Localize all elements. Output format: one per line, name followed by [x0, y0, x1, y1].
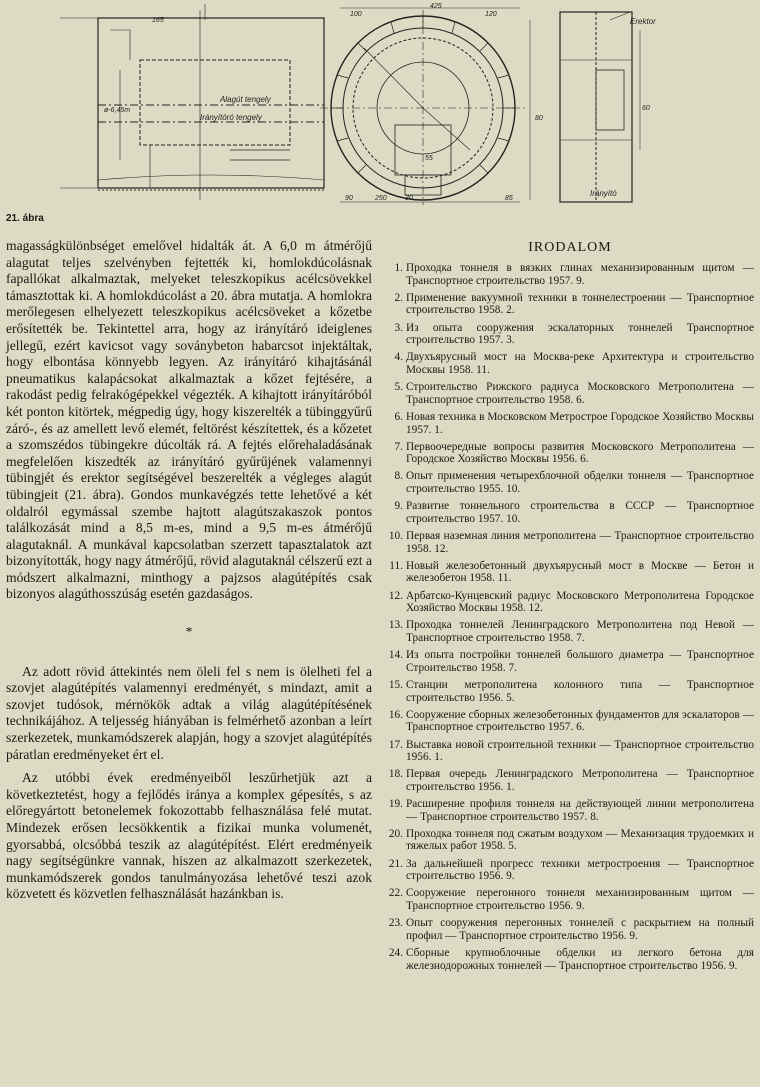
reference-item	[386, 649, 754, 674]
reference-text: Сборные крупноблочные обделки из легкого бетона для железнодорожных тоннелей — Транспортное строительство 1956. 9.	[406, 946, 754, 972]
label-dim-250: 250	[375, 195, 387, 202]
reference-number: 9.	[394, 500, 403, 513]
label-alagut-tengely: Alagút tengely	[220, 95, 271, 104]
reference-number: 4.	[394, 351, 403, 364]
reference-item	[386, 917, 754, 942]
reference-text: Из опыта постройки тоннелей большого диаметра — Транспортное Строительство 1958. 7.	[406, 649, 754, 674]
closing-paragraph: Az adott rövid áttekintés nem öleli fel s nem is ölelheti fel a szovjet alagútépítés valamennyi eredményét, s mindazt, amit a szovjet tudósok, mérnökök adtak a világ alagútépítésének technikájához. A teljesség hiányában is felmérhető azonban a leírt szerkezetek, munkamódszerek alapján, hogy a szovjet alagútépítés páratlan eredményeket ért el.	[6, 663, 372, 762]
reference-text: Опыт сооружения перегонных тоннелей с раскрытием на полный профил — Транспортное строительство 1956. 9.	[406, 917, 754, 942]
body-paragraph: magasságkülönbséget emelővel hidalták át. A 6,0 m átmérőjű alagutat teljes szelvényben fejtették ki, homlokdúcolásnak fapallókat alkalmaztak, melyeket teleszkopikus acélcsövekkel támasztottak ki. A homlokdúcolást a 20. ábra mutatja. A homlokra merőlegesen elhelyezett teleszkopikus acélcsöveket a kőzetbe erősítették be. Tekintettel arra, hogy az irányítáró ideiglenes jellegű, ezért kavicsot vagy soványbeton habarcsot injektáltak, hogy elbontása könnyebb legyen. Az irányítáró kihajtásánál pneumatikus kalapácsokat alkalmaztak a kőzet fejtésére, a rakodást pedig felrakógépekkel végezték. A kihajtott irányítáróból két ponton kitörtek, mégpedig úgy, hogy kiszerelték a tübinggyűrű záró-, és az amellett levő elemét, feltörést készítettek, és a kőzetet a szomszédos tübingekre dúcolták rá. A fejtés előrehaladásának megfelelően kiszedték az irányítáró gyűrűjének valamennyi tübingjét és erektor segítségével beszerelték a végleges alagút tübingjeit (21. ábra). Gondos munkavégzés tette lehetővé a két oldalról egymással szembe hajtott alagútszakaszok pontos találkozását mind a 8,5 m-es, mind a 9,5 m-es átmérőjű alagutaknál. A munkával kapcsolatban szerzett tapasztalatok azt bizonyították, hogy nagy átmérőjű, rövid alagutaknál célszerű ezt a módszert alkalmazni, minthogy a pajzsos alagútépítés csak bizonyos alagúthosszúság esetén gazdaságos.	[6, 238, 372, 602]
reference-text: Новая техника в Московском Метрострое Городское Хозяйство Москвы 1957. 1.	[406, 410, 754, 436]
reference-text: Новый железобетонный двухъярусный мост в Москве — Бетон и железобетон 1958. 11.	[406, 559, 754, 585]
reference-number: 8.	[394, 470, 403, 483]
reference-text: Расширение профиля тоннеля на действующей линии метрополитена — Транспортное строительство 1957. 8.	[406, 798, 754, 823]
label-dim-120: 120	[485, 11, 497, 18]
reference-number: 21.	[388, 857, 403, 870]
reference-item	[386, 322, 754, 347]
reference-text: Первая очередь Ленинградского Метрополитена — Транспортное строительство 1956. 1.	[406, 768, 754, 793]
reference-item	[386, 530, 754, 555]
references-heading: IRODALOM	[528, 240, 612, 255]
figure-21	[0, 0, 760, 232]
references-column	[386, 240, 754, 977]
reference-number: 10.	[388, 530, 403, 543]
reference-number: 23.	[388, 917, 403, 930]
label-dim-425: 425	[430, 3, 442, 10]
label-dim-30: 30	[405, 195, 413, 202]
reference-text: Первая наземная линия метрополитена — Транспортное строительство 1958. 12.	[406, 530, 754, 555]
reference-number: 16.	[388, 708, 403, 721]
references-list	[386, 262, 754, 972]
reference-text: Применение вакуумной техники в тоннелестроении — Транспортное строительство 1958. 2.	[406, 291, 754, 317]
reference-text: Двухъярусный мост на Москва-реке Архитектура и строительство Москвы 1958. 11.	[406, 351, 754, 376]
reference-number: 22.	[388, 887, 403, 900]
reference-number: 19.	[388, 798, 403, 811]
reference-number: 2.	[394, 291, 403, 304]
figure-caption: 21. ábra	[6, 213, 44, 224]
side-view	[560, 12, 640, 202]
label-dim-90: 90	[345, 195, 353, 202]
reference-item	[386, 441, 754, 466]
reference-number: 5.	[394, 381, 403, 394]
reference-item	[386, 470, 754, 495]
label-diameter: ø-6,45m	[104, 107, 131, 114]
reference-number: 20.	[388, 827, 403, 840]
reference-item	[386, 709, 754, 734]
closing-paragraph: Az utóbbi évek eredményeiből leszűrhetjük azt a következtetést, hogy a fejlődés iránya a komplex gépesítés, s az előregyártott betonelemek fokozottabb felhasználása felé mutat. Mindezek erősen lecsökkentik a fizikai munka volumenét, gyorsabbá, olcsóbbá teszik az alagútépítést. Elért eredményeik nagy segítségünkre vannak, hiszen az alkalmazott szerkezetek, munkamódszerek gondos tanulmányozása lehetővé teszi azok közvetett és közvetlen felhasználását hazánkban is.	[6, 770, 372, 902]
label-iranytaro: Irányító	[590, 189, 617, 198]
reference-text: Строительство Рижского радиуса Московского Метрополитена — Транспортное строительство 1958. 6.	[406, 381, 754, 406]
reference-text: Сооружение сборных железобетонных фундаментов для эскалаторов — Транспортное строительство 1957. 6.	[406, 708, 754, 734]
reference-item	[386, 560, 754, 585]
reference-item	[386, 887, 754, 912]
reference-item	[386, 590, 754, 615]
reference-text: Опыт применения четырехблочной обделки тоннеля — Транспортное строительство 1955. 10.	[406, 470, 754, 496]
reference-text: Выставка новой строительной техники — Транспортное строительство 1956. 1.	[406, 738, 754, 764]
reference-number: 13.	[388, 619, 403, 632]
reference-text: Развитие тоннельного строительства в СССР — Транспортное строительство 1957. 10.	[406, 500, 754, 525]
reference-text: За дальнейшей прогресс техники метростроения — Транспортное строительство 1956. 9.	[406, 857, 754, 883]
reference-item	[386, 381, 754, 406]
label-dim-85: 85	[505, 195, 513, 202]
reference-item	[386, 351, 754, 376]
tunnel-drawing	[0, 0, 760, 212]
reference-text: Станции метрополитена колонного типа — Транспортное строительство 1956. 5.	[406, 678, 754, 704]
label-dim-100: 100	[350, 11, 362, 18]
reference-text: Арбатско-Кунцевский радиус Московского Метрополитена Городское Хозяйство Москвы 1958. 12.	[406, 589, 754, 615]
label-dim-55: 55	[425, 155, 433, 162]
reference-text: Из опыта сооружения эскалаторных тоннелей Транспортное строительство 1957. 3.	[406, 321, 754, 347]
section-separator: *	[185, 625, 193, 641]
reference-text: Сооружение перегонного тоннеля механизированным щитом — Транспортное строительство 1956. 9.	[406, 887, 754, 912]
reference-item	[386, 262, 754, 287]
label-erektor: Erektor	[630, 17, 656, 26]
reference-number: 3.	[394, 321, 403, 334]
reference-item	[386, 798, 754, 823]
longitudinal-section	[60, 4, 324, 200]
reference-item	[386, 679, 754, 704]
reference-item	[386, 411, 754, 436]
reference-number: 17.	[388, 738, 403, 751]
reference-item	[386, 858, 754, 883]
reference-item	[386, 619, 754, 644]
reference-text: Проходка тоннеля под сжатым воздухом — Механизация трудоемких и тяжелых работ 1958. 5.	[406, 827, 754, 853]
reference-item	[386, 292, 754, 317]
reference-number: 11.	[389, 559, 403, 572]
cross-section	[320, 8, 530, 205]
reference-number: 24.	[388, 946, 403, 959]
label-dim-80: 80	[535, 115, 543, 122]
reference-item	[386, 947, 754, 972]
reference-item	[386, 828, 754, 853]
reference-item	[386, 500, 754, 525]
reference-text: Проходка тоннелей Ленинградского Метрополитена под Невой — Транспортное строительство 1958. 7.	[406, 619, 754, 644]
reference-item	[386, 739, 754, 764]
reference-number: 7.	[394, 440, 403, 453]
label-dim-60: 60	[642, 105, 650, 112]
reference-number: 14.	[388, 649, 403, 662]
reference-number: 1.	[394, 262, 403, 274]
reference-number: 12.	[388, 589, 403, 602]
body-text-column	[6, 238, 372, 903]
reference-text: Первоочередные вопросы развития Московского Метрополитена — Городское Хозяйство Москвы 1956. 6.	[406, 440, 754, 466]
reference-number: 18.	[388, 768, 403, 781]
reference-text: Проходка тоннеля в вязких глинах механизированным щитом — Транспортное строительство 1957. 9.	[406, 262, 754, 287]
reference-item	[386, 768, 754, 793]
reference-number: 15.	[388, 678, 403, 691]
reference-number: 6.	[394, 410, 403, 423]
label-iranyitoro-tengely: Irányítóró tengely	[200, 113, 262, 122]
label-dim-165: 165	[152, 17, 164, 24]
